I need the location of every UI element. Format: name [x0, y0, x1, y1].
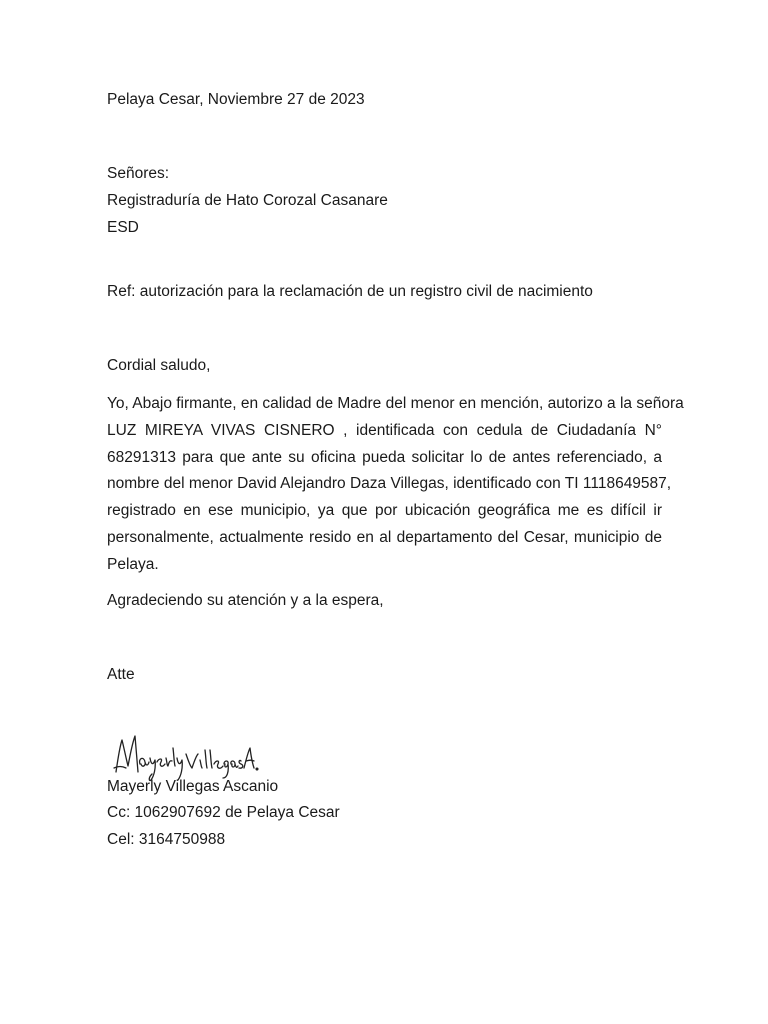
signer-id: Cc: 1062907692 de Pelaya Cesar	[107, 804, 340, 821]
body-line: 68291313 para que ante su oficina pueda solicitar lo de antes referenciado, a	[107, 448, 662, 466]
body-line: nombre del menor David Alejandro Daza Villegas, identificado con TI 1118649587,	[107, 475, 672, 493]
body-line: Pelaya.	[107, 555, 159, 573]
body-line: Yo, Abajo firmante, en calidad de Madre del menor en mención, autorizo a la señora	[107, 395, 684, 412]
greeting: Cordial saludo,	[107, 357, 211, 374]
recipient-header: Señores:	[107, 165, 170, 182]
body-paragraph	[107, 391, 684, 579]
body-line: registrado en ese municipio, ya que por ubicación geográfica me es difícil ir	[107, 502, 662, 520]
signer-phone: Cel: 3164750988	[107, 831, 226, 848]
body-line: personalmente, actualmente resido en al departamento del Cesar, municipio de	[107, 528, 662, 546]
reference-line: Ref: autorización para la reclamación de un registro civil de nacimiento	[107, 283, 593, 300]
recipient-organization: Registraduría de Hato Corozal Casanare	[107, 192, 388, 209]
sign-off: Atte	[107, 666, 135, 683]
recipient-esd: ESD	[107, 219, 139, 236]
place-date: Pelaya Cesar, Noviembre 27 de 2023	[107, 91, 365, 108]
closing-line: Agradeciendo su atención y a la espera,	[107, 592, 384, 609]
signature-image	[110, 728, 260, 784]
signer-name: Mayerly Villegas Ascanio	[107, 778, 279, 795]
body-line: LUZ MIREYA VIVAS CISNERO , identificada con cedula de Ciudadanía N°	[107, 421, 662, 439]
